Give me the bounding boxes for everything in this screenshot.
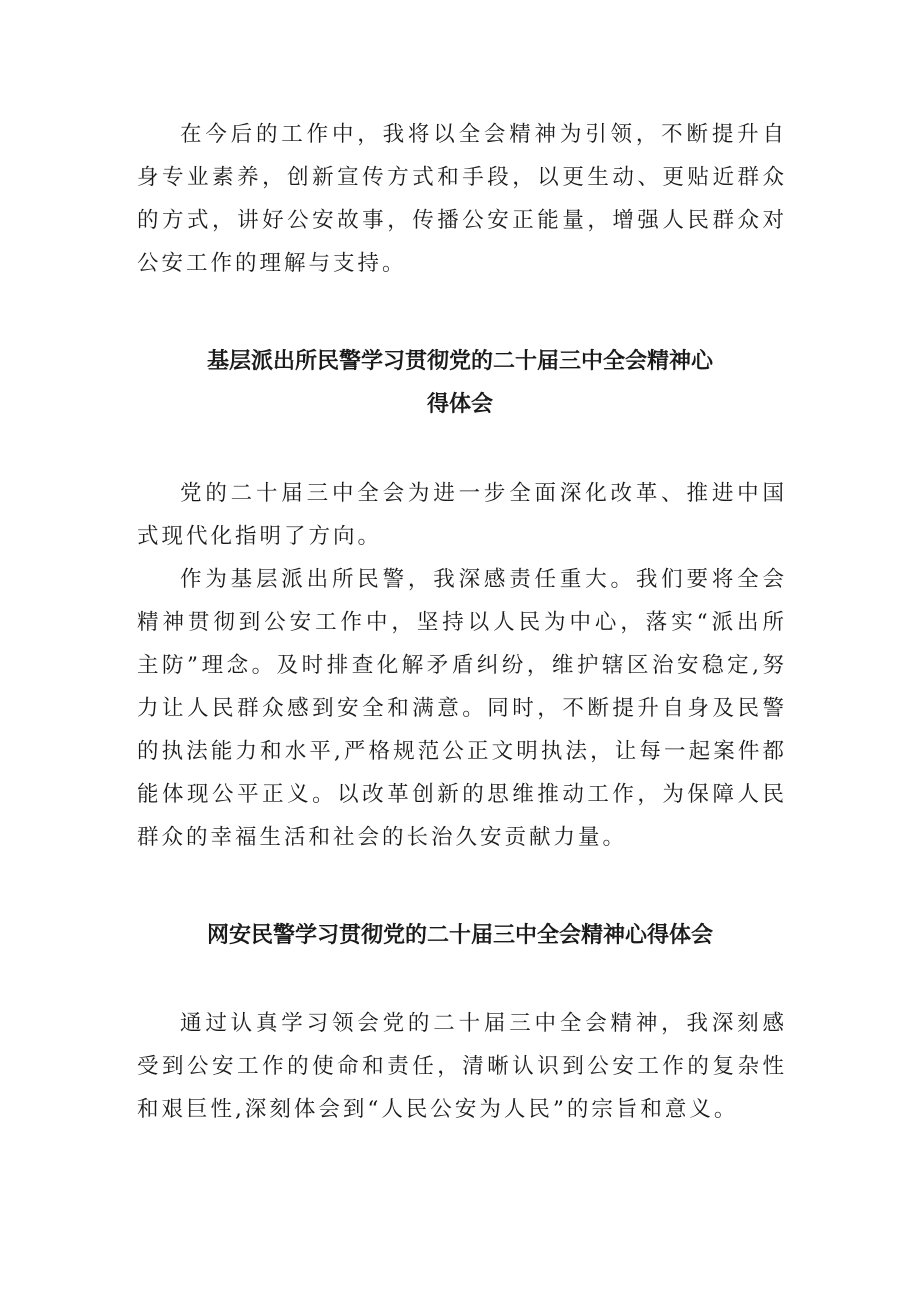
section-2-paragraph-1: 通过认真学习领会党的二十届三中全会精神，我深刻感受到公安工作的使命和责任，清晰认识到公安工作的复杂性和艰巨性,深刻体会到“人民公安为人民”的宗旨和意义。 [137, 1011, 787, 1122]
section-1-paragraph-1: 党的二十届三中全会为进一步全面深化改革、推进中国式现代化指明了方向。 [137, 481, 787, 549]
section-1-title-line-1: 基层派出所民警学习贯彻党的二十届三中全会精神心 [206, 349, 713, 374]
section-1-paragraph-2: 作为基层派出所民警，我深感责任重大。我们要将全会精神贯彻到公安工作中，坚持以人民为中心，落实“派出所主防”理念。及时排查化解矛盾纠纷，维护辖区治安稳定,努力让人民群众感到安全和满意。同时，不断提升自身及民警的执法能力和水平,严格规范公正文明执法，让每一起案件都能体现公平正义。以改革创新的思维推动工作，为保障人民群众的幸福生活和社会的长治久安贡献力量。 [137, 567, 787, 850]
section-2-title: 网安民警学习贯彻党的二十届三中全会精神心得体会 [206, 923, 713, 948]
intro-paragraph: 在今后的工作中，我将以全会精神为引领，不断提升自身专业素养，创新宣传方式和手段，以更生动、更贴近群众的方式，讲好公安故事，传播公安正能量，增强人民群众对公安工作的理解与支持。 [137, 122, 787, 276]
section-1-title-line-2: 得体会 [426, 392, 493, 417]
section-1-title [120, 340, 800, 426]
